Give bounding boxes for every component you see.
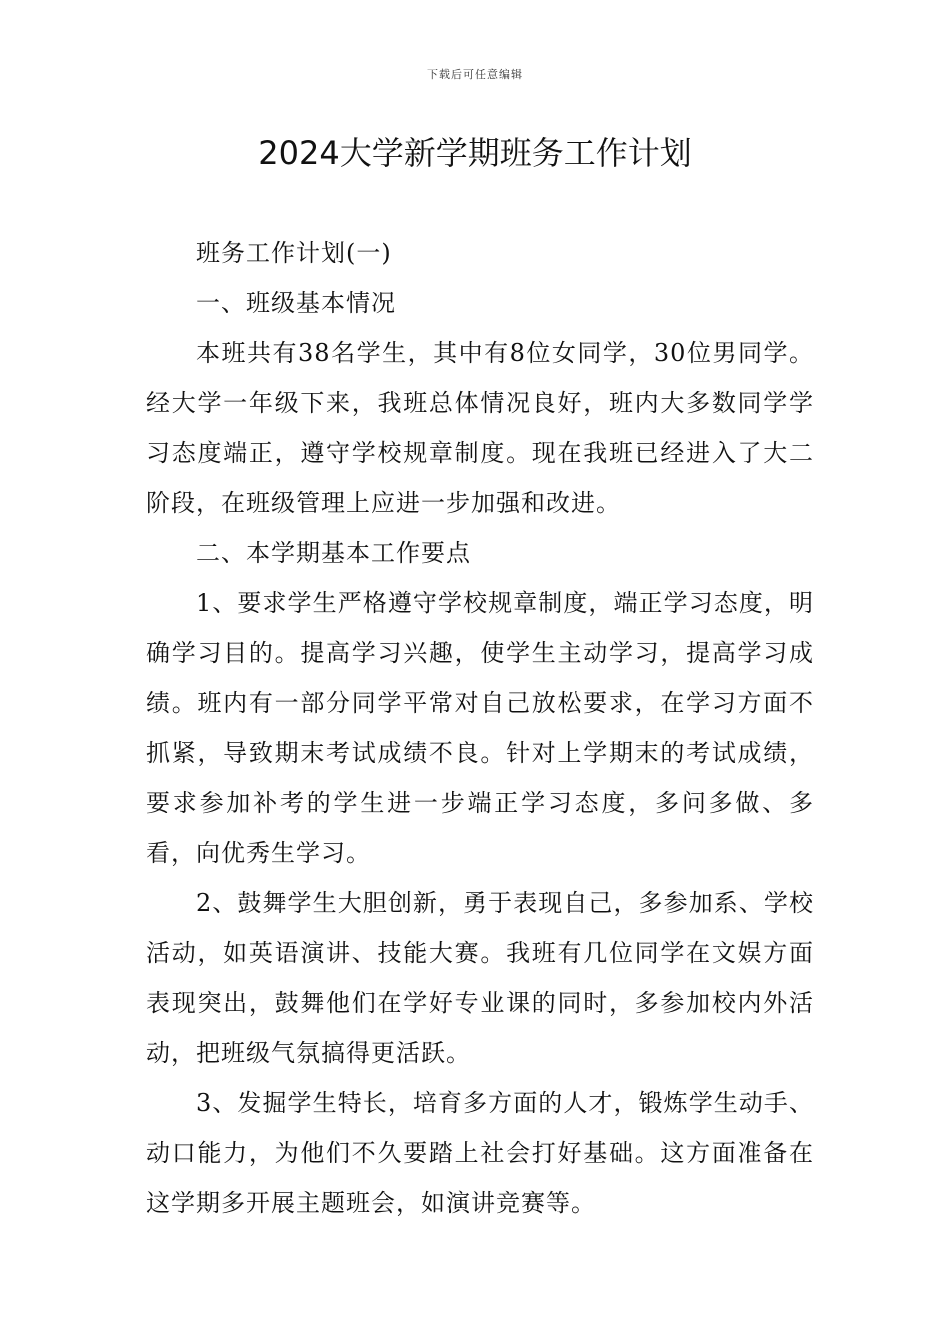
document-title: 2024大学新学期班务工作计划: [258, 134, 692, 172]
paragraph-class-overview: 本班共有38名学生，其中有8位女同学，30位男同学。经大学一年级下来，我班总体情况良好，班内大多数同学学习态度端正，遵守学校规章制度。现在我班已经进入了大二阶段，在班级管理上应进一步加强和改进。: [146, 339, 814, 517]
paragraph-point-2: 2、鼓舞学生大胆创新，勇于表现自己，多参加系、学校活动，如英语演讲、技能大赛。我班有几位同学在文娱方面表现突出，鼓舞他们在学好专业课的同时，多参加校内外活动，把班级气氛搞得更活跃。: [146, 889, 814, 1067]
paragraph-point-1: 1、要求学生严格遵守学校规章制度，端正学习态度，明确学习目的。提高学习兴趣，使学生主动学习，提高学习成绩。班内有一部分同学平常对自己放松要求，在学习方面不抓紧，导致期末考试成绩不良。针对上学期末的考试成绩，要求参加补考的学生进一步端正学习态度，多问多做、多看，向优秀生学习。: [146, 589, 814, 867]
section-heading-plan-one: 班务工作计划(一): [196, 239, 392, 267]
header-note: 下载后可任意编辑: [427, 68, 523, 81]
section-heading-work-points: 二、本学期基本工作要点: [196, 539, 471, 567]
document-body: [146, 228, 814, 1228]
section-heading-class-overview: 一、班级基本情况: [196, 289, 396, 317]
paragraph-point-3: 3、发掘学生特长，培育多方面的人才，锻炼学生动手、动口能力，为他们不久要踏上社会打好基础。这方面准备在这学期多开展主题班会，如演讲竞赛等。: [146, 1089, 814, 1217]
